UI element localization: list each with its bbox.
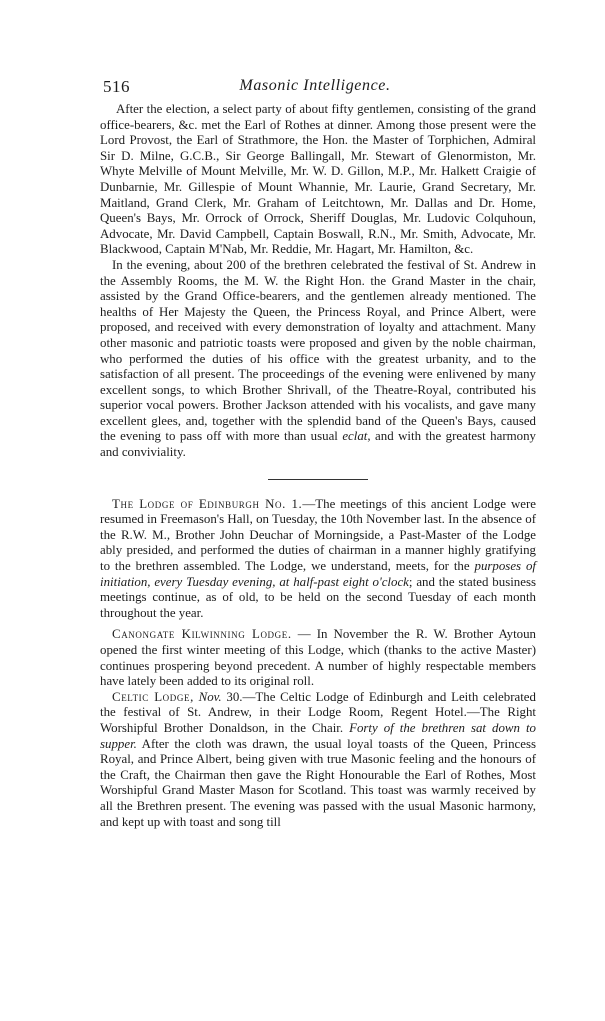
lodge-edinburgh-text-b: ; and the stated business meetings continue, as of old, to be held on the second Tuesday of each month throughout the year. (100, 574, 536, 620)
section-divider (268, 479, 368, 480)
paragraph-celtic (100, 690, 536, 830)
lodge-edinburgh-heading: The Lodge of Edinburgh No. 1. (112, 496, 303, 511)
page-body (100, 102, 536, 830)
canongate-heading: Canongate Kilwinning Lodge. (112, 627, 292, 642)
running-title: Masonic Intelligence. (239, 77, 391, 94)
evening-text-a: In the evening, about 200 of the brethren celebrated the festival of St. Andrew in the Assembly Rooms, the M. W. the Right Hon. the Grand Master in the chair, assisted by the Grand Office-bearers, and the gentlemen already mentioned. The healths of Her Majesty the Queen, the Princess Royal, and Prince Albert, were proposed, and received with every demonstration of loyalty and attachment. Many other masonic and patriotic toasts were proposed and given by the noble chairman, who performed the duties of his office with the greatest urbanity, and to the satisfaction of all present. The proceedings of the evening were enlivened by many excellent songs, to which Brother Shrivall, of the Theatre-Royal, contributed his superior vocal powers. Brother Jackson attended with his vocalists, and gave many excellent glees, and, together with the splendid band of the Queen's Bays, caused the evening to pass off with more than usual (100, 257, 536, 444)
paragraph-dinner: After the election, a select party of about fifty gentlemen, consisting of the grand office-bearers, &c. met the Earl of Rothes at dinner. Among those present were the Lord Provost, the Earl of Strathmore, the Hon. the Master of Torphichen, Admiral Sir D. Milne, G.C.B., Sir George Ballingall, Mr. Stewart of Glenormiston, Mr. Whyte Melville of Mount Melville, Mr. W. D. Gillon, M.P., Mr. Halkett Craigie of Dunbarnie, Mr. Gillespie of Mount Whannie, Mr. Laurie, Grand Secretary, Mr. Maitland, Grand Clerk, Mr. Graham of Leitchtown, Mr. Dallas and Dr. Home, Queen's Bays, Mr. Orrock of Orrock, Sheriff Douglas, Mr. Ludovic Colquhoun, Advocate, Mr. David Campbell, Captain Boswall, R.N., Mr. Smith, Advocate, Mr. Blackwood, Captain M'Nab, Mr. Reddie, Mr. Hagart, Mr. Hamilton, &c. (100, 102, 536, 257)
eclat-word: eclat (342, 429, 368, 444)
paragraph-evening (100, 258, 536, 461)
celtic-text-a: 30.—The Celtic Lodge of Edinburgh and Leith celebrated the festival of St. Andrew, in their Lodge Room, Regent Hotel.—The Right Worshipful Brother Donaldson, in the Chair. (100, 689, 536, 735)
canongate-text: — In November the R. W. Brother Aytoun opened the first winter meeting of this Lodge, which (thanks to the active Master) continues prospering beyond precedent. A number of highly respectable members have lately been added to its original roll. (100, 627, 536, 689)
celtic-italic: Forty of the brethren sat down to supper. (100, 720, 536, 751)
celtic-date: Nov. (198, 689, 222, 704)
paragraph-canongate (100, 627, 536, 689)
lodge-edinburgh-text-a: —The meetings of this ancient Lodge were resumed in Freemason's Hall, on Tuesday, the 10th November last. In the absence of the R.W. M., Brother John Deuchar of Morningside, a Past-Master of the Lodge ably presided, and performed the duties of chairman in a manner highly gratifying to the brethren assembled. The Lodge, we understand, meets, for the (100, 496, 536, 574)
page-header (100, 77, 530, 99)
evening-text-b: , and with the greatest harmony and conviviality. (100, 429, 536, 460)
lodge-edinburgh-italic: purposes of initiation, every Tuesday evening, at half-past eight o'clock (100, 559, 536, 589)
celtic-heading: Celtic Lodge, (112, 689, 194, 704)
page-number: 516 (103, 77, 130, 96)
paragraph-lodge-edinburgh (100, 497, 536, 622)
celtic-text-b: After the cloth was drawn, the usual loyal toasts of the Queen, Princess Royal, and Prince Albert, being given with true Masonic feeling and the honours of the Craft, the Chairman then gave the Right Honourable the Earl of Rothes, Most Worshipful Grand Master Mason for Scotland. This toast was warmly received by all the Brethren present. The evening was passed with the usual Masonic harmony, and kept up with toast and song till (100, 736, 536, 829)
